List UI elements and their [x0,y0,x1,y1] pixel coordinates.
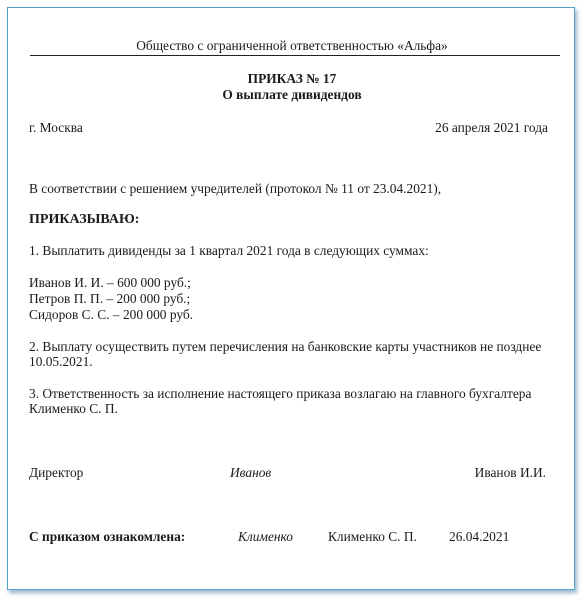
item-2: 2. Выплату осуществить путем перечисления на банковские карты участников не позднее 10.05.2021. [29,339,542,369]
order-title: ПРИКАЗ № 17 [247,71,337,86]
order-word: ПРИКАЗЫВАЮ: [29,212,140,227]
payee-line: Сидоров С. С. – 200 000 руб. [29,307,194,322]
payee-line: Петров П. П. – 200 000 руб.; [29,291,191,306]
document-page [7,7,575,590]
acknowledgement-signature: Клименко [238,529,294,544]
acknowledgement-date: 26.04.2021 [449,529,510,544]
director-name: Иванов И.И. [474,465,546,480]
payee-line: Иванов И. И. – 600 000 руб.; [29,275,191,290]
document-date: 26 апреля 2021 года [435,120,548,135]
acknowledgement-name: Клименко С. П. [328,529,417,544]
director-position: Директор [29,465,84,480]
item-3: 3. Ответственность за исполнение настоящего приказа возлагаю на главного бухгалтера Клименко С. П. [29,386,532,416]
organization-name: Общество с ограниченной ответственностью «Альфа» [136,38,448,53]
item-1: 1. Выплатить дивиденды за 1 квартал 2021 года в следующих суммах: [29,243,429,258]
preamble: В соответствии с решением учредителей (протокол № 11 от 23.04.2021), [29,181,442,196]
header-divider [30,55,560,56]
order-subtitle: О выплате дивидендов [222,87,362,102]
director-signature: Иванов [230,465,272,480]
place: г. Москва [29,120,83,135]
acknowledgement-label: С приказом ознакомлена: [29,529,186,544]
